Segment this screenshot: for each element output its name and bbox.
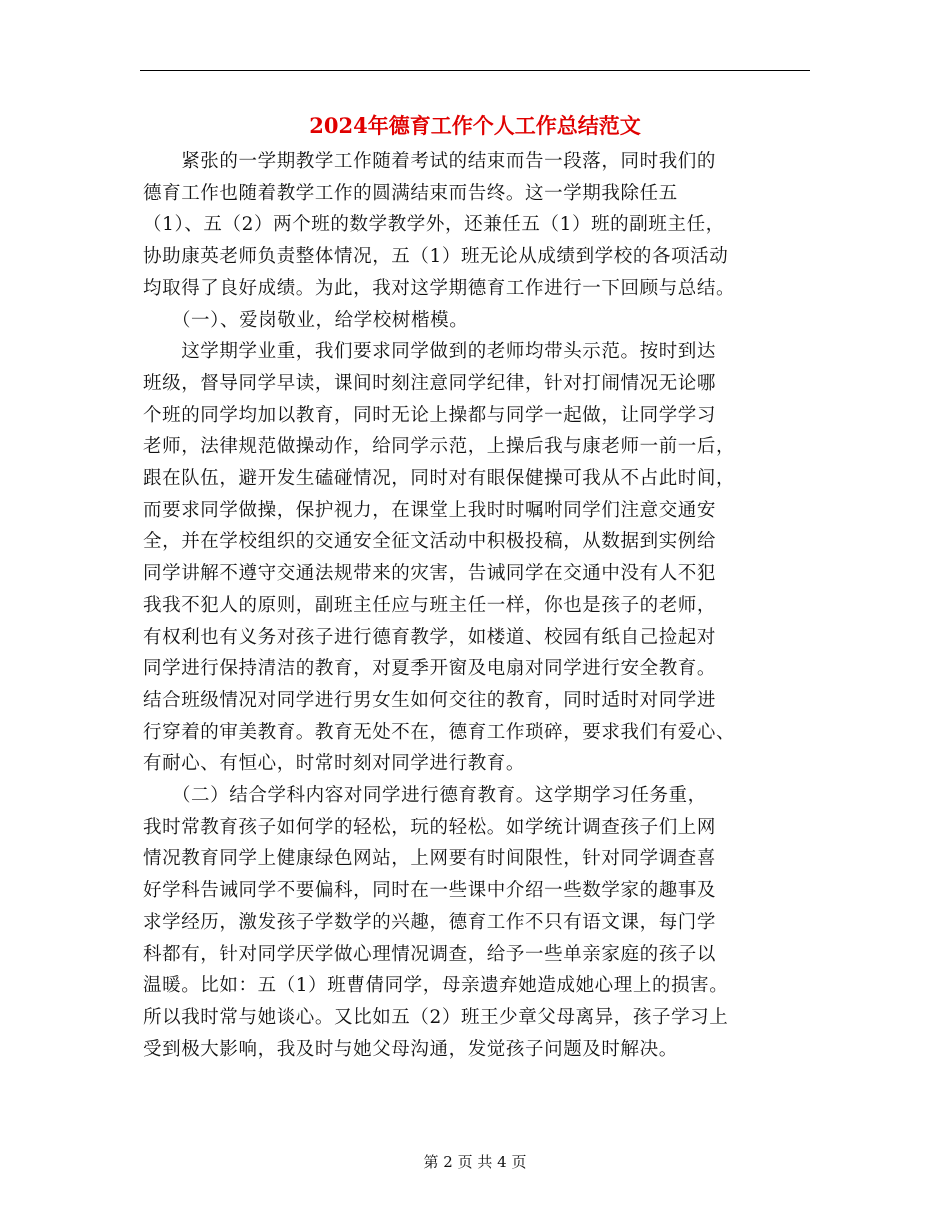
page-number: 第 2 页 共 4 页 [423,1153,527,1171]
body-line: 受到极大影响，我及时与她父母沟通，发觉孩子问题及时解决。 [143,1038,678,1060]
body-line: 均取得了良好成绩。为此，我对这学期德育工作进行一下回顾与总结。 [143,277,736,299]
body-line: 德育工作也随着教学工作的圆满结束而告终。这一学期我除任五 [143,182,678,204]
body-line: 求学经历，激发孩子学数学的兴趣，德育工作不只有语文课，每门学 [143,911,717,933]
body-line: 班级，督导同学早读，课间时刻注意同学纪律，针对打闹情况无论哪 [143,372,717,394]
body-line: 同学讲解不遵守交通法规带来的灾害，告诫同学在交通中没有人不犯 [143,563,717,585]
body-line: （一）、爱岗敬业，给学校树楷模。 [143,309,469,331]
body-line: 老师，法律规范做操动作，给同学示范，上操后我与康老师一前一后， [143,436,736,458]
body-line: 所以我时常与她谈心。又比如五（2）班王少章父母离异，孩子学习上 [143,1006,729,1028]
body-line: 我我不犯人的原则，副班主任应与班主任一样，你也是孩子的老师， [143,594,717,616]
body-line: 个班的同学均加以教育，同时无论上操都与同学一起做，让同学学习 [143,404,717,426]
body-line: 跟在队伍，避开发生磕碰情况，同时对有眼保健操可我从不占此时间， [143,468,736,489]
body-line: （二）结合学科内容对同学进行德育教育。这学期学习任务重， [143,785,707,806]
body-line: 我时常教育孩子如何学的轻松，玩的轻松。如学统计调查孩子们上网 [143,816,717,838]
body-line: 这学期学业重，我们要求同学做到的老师均带头示范。按时到达 [143,341,717,363]
body-line: 全，并在学校组织的交通安全征文活动中积极投稿，从数据到实例给 [143,531,717,553]
body-line: 协助康英老师负责整体情况，五（1）班无论从成绩到学校的各项活动 [143,246,729,268]
body-line: 好学科告诫同学不要偏科，同时在一些课中介绍一些数学家的趣事及 [143,880,717,902]
body-line: 紧张的一学期教学工作随着考试的结束而告一段落，同时我们的 [143,151,717,172]
body-line: 结合班级情况对同学进行男女生如何交往的教育，同时适时对同学进 [143,689,717,711]
body-line: 有权利也有义务对孩子进行德育教学，如楼道、校园有纸自己捡起对 [143,626,717,648]
header-rule [140,70,810,71]
body-line: 而要求同学做操，保护视力，在课堂上我时时嘱咐同学们注意交通安 [143,499,717,521]
body-line: 科都有，针对同学厌学做心理情况调查，给予一些单亲家庭的孩子以 [143,943,717,965]
body-line: 温暖。比如：五（1）班曹倩同学，母亲遗弃她造成她心理上的损害。 [143,975,729,997]
body-line: （1）、五（2）两个班的数学教学外，还兼任五（1）班的副班主任， [143,214,725,236]
document-title: 2024年德育工作个人工作总结范文 [309,113,641,138]
body-line: 有耐心、有恒心，时常时刻对同学进行教育。 [143,753,526,775]
body-line: 行穿着的审美教育。教育无处不在，德育工作琐碎，要求我们有爱心、 [143,721,736,743]
body-line: 情况教育同学上健康绿色网站，上网要有时间限性，针对同学调查喜 [143,848,717,870]
body-line: 同学进行保持清洁的教育，对夏季开窗及电扇对同学进行安全教育。 [143,658,717,680]
